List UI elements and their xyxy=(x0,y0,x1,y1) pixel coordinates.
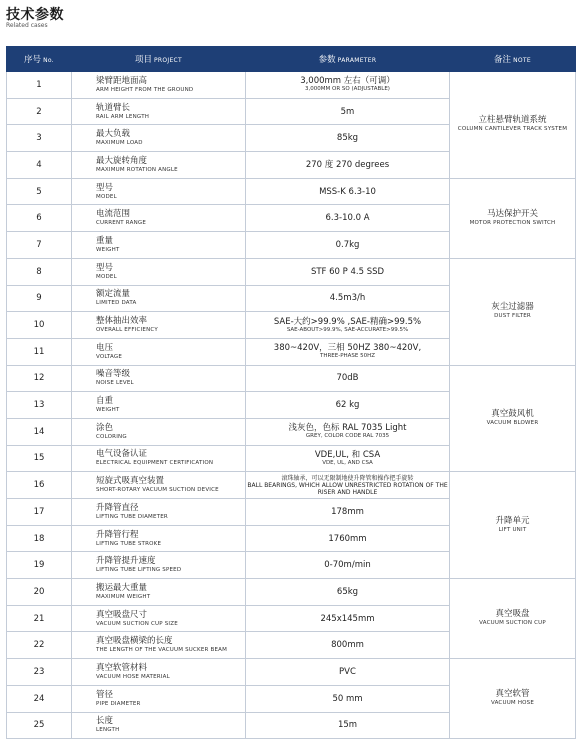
item-cn: 升降管提升速度 xyxy=(96,556,156,567)
table-row xyxy=(7,579,576,606)
note-cell xyxy=(450,365,576,472)
param-cn: 滚珠轴承，可以无限制地使升降管和操作把手旋转 xyxy=(281,474,414,482)
note-en: VACUUM SUCTION CUP xyxy=(479,620,546,627)
parameter-cell xyxy=(246,205,450,232)
row-number: 10 xyxy=(7,312,72,339)
parameter-cell xyxy=(246,178,450,205)
item-en: CURRENT RANGE xyxy=(96,220,147,227)
table-header-row xyxy=(7,47,576,72)
item-cn: 真空吸盘尺寸 xyxy=(96,609,148,620)
item-en: SHORT-ROTARY VACUUM SUCTION DEVICE xyxy=(96,487,219,494)
item-en: OVERALL EFFICIENCY xyxy=(96,327,158,334)
param-cn: 62 kg xyxy=(335,400,360,411)
note-en: LIFT UNIT xyxy=(498,526,527,533)
item-cell xyxy=(72,72,246,99)
item-en: RAIL ARM LENGTH xyxy=(96,113,150,120)
item-en: LENGTH xyxy=(96,727,120,734)
item-cell xyxy=(72,525,246,552)
item-en: ARM HEIGHT FROM THE GROUND xyxy=(96,86,194,93)
parameter-cell xyxy=(246,632,450,659)
param-cn: 1760mm xyxy=(328,533,367,544)
item-cn: 真空软管材料 xyxy=(96,662,148,673)
note-cell xyxy=(450,579,576,659)
page-title: 技术参数 xyxy=(6,7,64,23)
item-cell xyxy=(72,178,246,205)
param-cn: STF 60 P 4.5 SSD xyxy=(310,266,385,277)
param-cn: 50 mm xyxy=(332,693,363,704)
item-en: LIFTING TUBE LIFTING SPEED xyxy=(96,567,182,574)
parameter-cell xyxy=(246,258,450,285)
item-en: NOISE LEVEL xyxy=(96,380,134,387)
param-cn: 65kg xyxy=(336,586,359,597)
item-en: MAXIMUM LOAD xyxy=(96,140,143,147)
item-cell xyxy=(72,232,246,259)
parameter-cell xyxy=(246,659,450,686)
item-en: VACUUM HOSE MATERIAL xyxy=(96,673,170,680)
row-number: 13 xyxy=(7,392,72,419)
item-cell xyxy=(72,152,246,179)
item-cn: 重量 xyxy=(96,235,114,246)
parameter-cell xyxy=(246,499,450,526)
param-cn: 0-70m/min xyxy=(324,560,371,571)
param-cn: 0.7kg xyxy=(335,239,360,250)
note-cn: 真空吸盘 xyxy=(495,609,530,620)
row-number: 2 xyxy=(7,98,72,125)
note-cell xyxy=(450,258,576,365)
parameter-cell xyxy=(246,338,450,365)
param-cn: 85kg xyxy=(336,133,359,144)
item-cn: 最大旋转角度 xyxy=(96,155,148,166)
item-en: COLORING xyxy=(96,433,127,440)
parameter-cell xyxy=(246,312,450,339)
param-en: BALL BEARINGS, WHICH ALLOW UNRESTRICTED ROTATION OF THE RISER AND HANDLE xyxy=(247,481,448,496)
item-cn: 电流范围 xyxy=(96,209,131,220)
table-row xyxy=(7,659,576,686)
param-en: THREE-PHASE 50HZ xyxy=(319,353,376,360)
parameter-cell xyxy=(246,232,450,259)
note-cn: 马达保护开关 xyxy=(486,208,538,219)
table-row xyxy=(7,72,576,99)
row-number: 21 xyxy=(7,605,72,632)
param-cn: 6.3-10.0 A xyxy=(325,213,370,224)
item-cell xyxy=(72,98,246,125)
row-number: 22 xyxy=(7,632,72,659)
item-cell xyxy=(72,392,246,419)
note-en: DUST FILTER xyxy=(494,313,531,320)
row-number: 15 xyxy=(7,445,72,472)
row-number: 4 xyxy=(7,152,72,179)
note-en: COLUMN CANTILEVER TRACK SYSTEM xyxy=(457,126,568,133)
param-cn: 15m xyxy=(337,720,358,731)
note-cn: 升降单元 xyxy=(495,515,530,526)
item-cell xyxy=(72,338,246,365)
row-number: 14 xyxy=(7,418,72,445)
table-row xyxy=(7,365,576,392)
item-cell xyxy=(72,285,246,312)
item-en: PIPE DIAMETER xyxy=(96,700,141,707)
row-number: 25 xyxy=(7,712,72,739)
item-en: MODEL xyxy=(96,193,117,200)
item-cn: 噪音等级 xyxy=(96,369,131,380)
item-cn: 涂色 xyxy=(96,422,114,433)
item-cell xyxy=(72,605,246,632)
row-number: 23 xyxy=(7,659,72,686)
parameter-cell xyxy=(246,392,450,419)
note-en: VACUUM HOSE xyxy=(490,700,535,707)
row-number: 3 xyxy=(7,125,72,152)
item-cell xyxy=(72,552,246,579)
note-en: MOTOR PROTECTION SWITCH xyxy=(469,219,556,226)
item-cn: 自重 xyxy=(96,396,114,407)
param-cn: 245x145mm xyxy=(320,613,375,624)
header-note: 备注 NOTE xyxy=(450,47,576,72)
spec-table xyxy=(6,46,576,739)
item-cell xyxy=(72,205,246,232)
item-en: ELECTRICAL EQUIPMENT CERTIFICATION xyxy=(96,460,214,467)
note-en: VACUUM BLOWER xyxy=(486,419,539,426)
note-cell xyxy=(450,659,576,739)
param-en: SAE-ABOUT>99.9%, SAE-ACCURATE>99.5% xyxy=(286,326,409,333)
table-row xyxy=(7,472,576,499)
item-en: VACUUM SUCTION CUP SIZE xyxy=(96,620,178,627)
item-cell xyxy=(72,685,246,712)
parameter-cell xyxy=(246,285,450,312)
param-cn: 4.5m3/h xyxy=(329,293,366,304)
note-cn: 立柱悬臂轨道系统 xyxy=(478,115,547,126)
item-cell xyxy=(72,418,246,445)
item-cell xyxy=(72,312,246,339)
param-cn: 178mm xyxy=(331,506,364,517)
param-cn: 380~420V，三相 50HZ 380~420V, xyxy=(273,343,422,354)
item-cn: 升降管直径 xyxy=(96,502,139,513)
param-cn: PVC xyxy=(339,666,356,677)
item-cn: 电压 xyxy=(96,342,114,353)
param-cn: 浅灰色，色标 RAL 7035 Light xyxy=(288,423,407,434)
row-number: 20 xyxy=(7,579,72,606)
row-number: 16 xyxy=(7,472,72,499)
row-number: 9 xyxy=(7,285,72,312)
item-en: MAXIMUM WEIGHT xyxy=(96,593,151,600)
note-cell xyxy=(450,178,576,258)
param-cn: 5m xyxy=(340,106,355,117)
note-cn: 灰尘过滤器 xyxy=(491,302,534,313)
table-row xyxy=(7,258,576,285)
param-cn: VDE,UL, 和 CSA xyxy=(314,449,381,460)
item-cn: 额定流量 xyxy=(96,289,131,300)
row-number: 8 xyxy=(7,258,72,285)
parameter-cell xyxy=(246,579,450,606)
parameter-cell xyxy=(246,152,450,179)
header-project: 项目 PROJECT xyxy=(72,47,246,72)
item-en: MAXIMUM ROTATION ANGLE xyxy=(96,166,178,173)
item-cell xyxy=(72,659,246,686)
item-cell xyxy=(72,445,246,472)
item-en: THE LENGTH OF THE VACUUM SUCKER BEAM xyxy=(96,647,228,654)
param-en: 3,000MM OR SO (ADJUSTABLE) xyxy=(305,86,390,93)
item-en: LIMITED DATA xyxy=(96,300,137,307)
item-cell xyxy=(72,632,246,659)
item-cn: 最大负载 xyxy=(96,129,131,140)
item-cell xyxy=(72,579,246,606)
item-cell xyxy=(72,499,246,526)
parameter-cell xyxy=(246,98,450,125)
item-cn: 整体抽出效率 xyxy=(96,316,148,327)
item-cell xyxy=(72,472,246,499)
param-cn: 70dB xyxy=(336,373,359,384)
item-cn: 梁臂距地面高 xyxy=(96,75,148,86)
param-cn: 800mm xyxy=(331,640,364,651)
item-en: WEIGHT xyxy=(96,246,120,253)
row-number: 12 xyxy=(7,365,72,392)
parameter-cell xyxy=(246,552,450,579)
row-number: 5 xyxy=(7,178,72,205)
item-cn: 长度 xyxy=(96,716,114,727)
item-cn: 轨道臂长 xyxy=(96,102,131,113)
parameter-cell xyxy=(246,605,450,632)
item-en: MODEL xyxy=(96,273,117,280)
header-no: 序号 No. xyxy=(7,47,72,72)
parameter-cell xyxy=(246,712,450,739)
note-cn: 真空鼓风机 xyxy=(491,408,534,419)
item-en: WEIGHT xyxy=(96,407,120,414)
item-cn: 真空吸盘横梁的长度 xyxy=(96,636,173,647)
note-cell xyxy=(450,72,576,179)
param-cn: SAE-大约>99.9% ,SAE-精确>99.5% xyxy=(273,316,422,327)
row-number: 6 xyxy=(7,205,72,232)
parameter-cell xyxy=(246,365,450,392)
item-en: VOLTAGE xyxy=(96,353,123,360)
row-number: 24 xyxy=(7,685,72,712)
parameter-cell xyxy=(246,72,450,99)
parameter-cell xyxy=(246,445,450,472)
row-number: 11 xyxy=(7,338,72,365)
table-row xyxy=(7,178,576,205)
item-cn: 短旋式吸真空装置 xyxy=(96,476,165,487)
item-cell xyxy=(72,712,246,739)
parameter-cell xyxy=(246,418,450,445)
item-cn: 管径 xyxy=(96,689,114,700)
row-number: 1 xyxy=(7,72,72,99)
item-cn: 型号 xyxy=(96,182,114,193)
item-cn: 型号 xyxy=(96,262,114,273)
row-number: 18 xyxy=(7,525,72,552)
param-cn: 270 度 270 degrees xyxy=(305,159,390,170)
param-cn: 3,000mm 左右（可调） xyxy=(300,76,395,87)
item-en: LIFTING TUBE DIAMETER xyxy=(96,513,168,520)
param-cn: MSS-K 6.3-10 xyxy=(319,186,376,197)
item-cell xyxy=(72,258,246,285)
item-cell xyxy=(72,365,246,392)
row-number: 17 xyxy=(7,499,72,526)
param-en: GREY, COLOR CODE RAL 7035 xyxy=(305,433,390,440)
item-cn: 升降管行程 xyxy=(96,529,139,540)
item-cn: 电气设备认证 xyxy=(96,449,148,460)
parameter-cell xyxy=(246,472,450,499)
parameter-cell xyxy=(246,125,450,152)
row-number: 7 xyxy=(7,232,72,259)
header-parameter: 参数 PARAMETER xyxy=(246,47,450,72)
item-cell xyxy=(72,125,246,152)
page-subtitle: Related cases xyxy=(6,22,48,29)
note-cell xyxy=(450,472,576,579)
item-en: LIFTING TUBE STROKE xyxy=(96,540,162,547)
row-number: 19 xyxy=(7,552,72,579)
parameter-cell xyxy=(246,685,450,712)
param-en: VDE, UL, AND CSA xyxy=(322,459,373,466)
note-cn: 真空软管 xyxy=(495,689,530,700)
parameter-cell xyxy=(246,525,450,552)
item-cn: 搬运最大重量 xyxy=(96,582,148,593)
